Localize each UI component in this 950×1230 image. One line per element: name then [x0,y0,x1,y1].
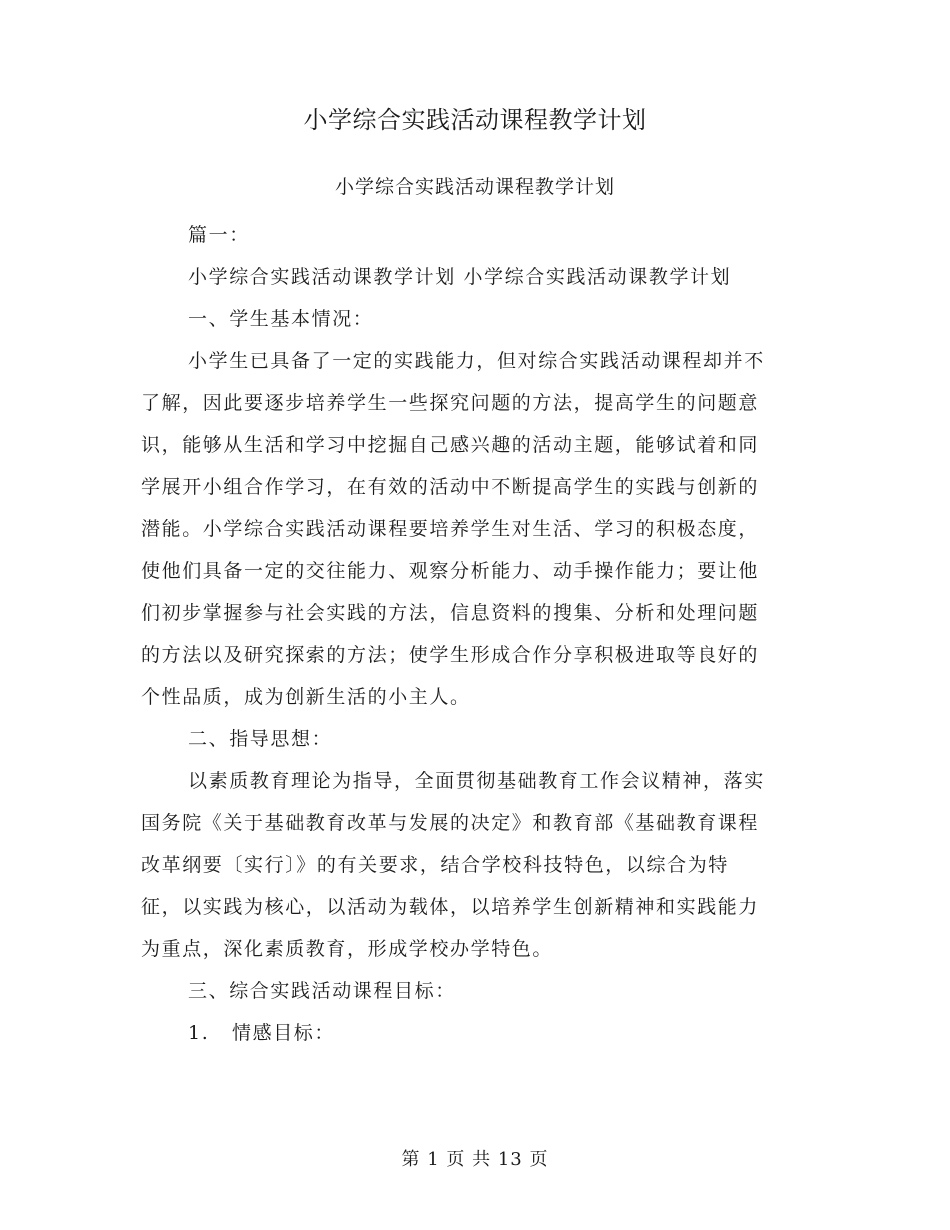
page-footer: 第 1 页 共 13 页 [401,1149,549,1170]
document-subtitle: 小学综合实践活动课程教学计划 [334,176,615,198]
text-line: 小学综合实践活动课教学计划 小学综合实践活动课教学计划 [188,266,732,288]
section-heading: 三、综合实践活动课程目标： [188,980,456,1002]
text-line: 使他们具备一定的交往能力、观察分析能力、动手操作能力；要让他 [141,560,760,582]
text-line: 改革纲要〔实行〕》的有关要求，结合学校科技特色，以综合为特 [141,854,729,876]
text-line: 了解，因此要逐步培养学生一些探究问题的方法，提高学生的问题意 [141,392,760,414]
text-line: 以素质教育理论为指导，全面贯彻基础教育工作会议精神，落实 [188,770,765,792]
document-body [141,214,801,1054]
item-number: 1. [188,1022,210,1044]
text-line: 的方法以及研究探索的方法；使学生形成合作分享积极进取等良好的 [141,644,760,666]
text-line: 征，以实践为核心，以活动为载体，以培养学生创新精神和实践能力 [141,896,760,918]
text-line: 国务院《关于基础教育改革与发展的决定》和教育部《基础教育课程 [141,812,760,834]
text-line: 潜能。小学综合实践活动课程要培养学生对生活、学习的积极态度， [141,518,760,540]
section-heading: 一、学生基本情况： [188,308,374,330]
text-line: 识，能够从生活和学习中挖掘自己感兴趣的活动主题，能够试着和同 [141,434,760,456]
text-line: 学展开小组合作学习，在有效的活动中不断提高学生的实践与创新的 [141,476,760,498]
item-text: 情感目标： [232,1022,336,1044]
text-line: 个性品质，成为创新生活的小主人。 [141,686,471,708]
text-line: 们初步掌握参与社会实践的方法，信息资料的搜集、分析和处理问题 [141,602,760,624]
text-line: 小学生已具备了一定的实践能力，但对综合实践活动课程却并不 [188,350,765,372]
document-title: 小学综合实践活动课程教学计划 [303,106,647,134]
text-line: 为重点，深化素质教育，形成学校办学特色。 [141,938,554,960]
text-line: 篇一： [188,224,250,246]
numbered-item [141,1012,801,1054]
section-heading: 二、指导思想： [188,728,333,750]
